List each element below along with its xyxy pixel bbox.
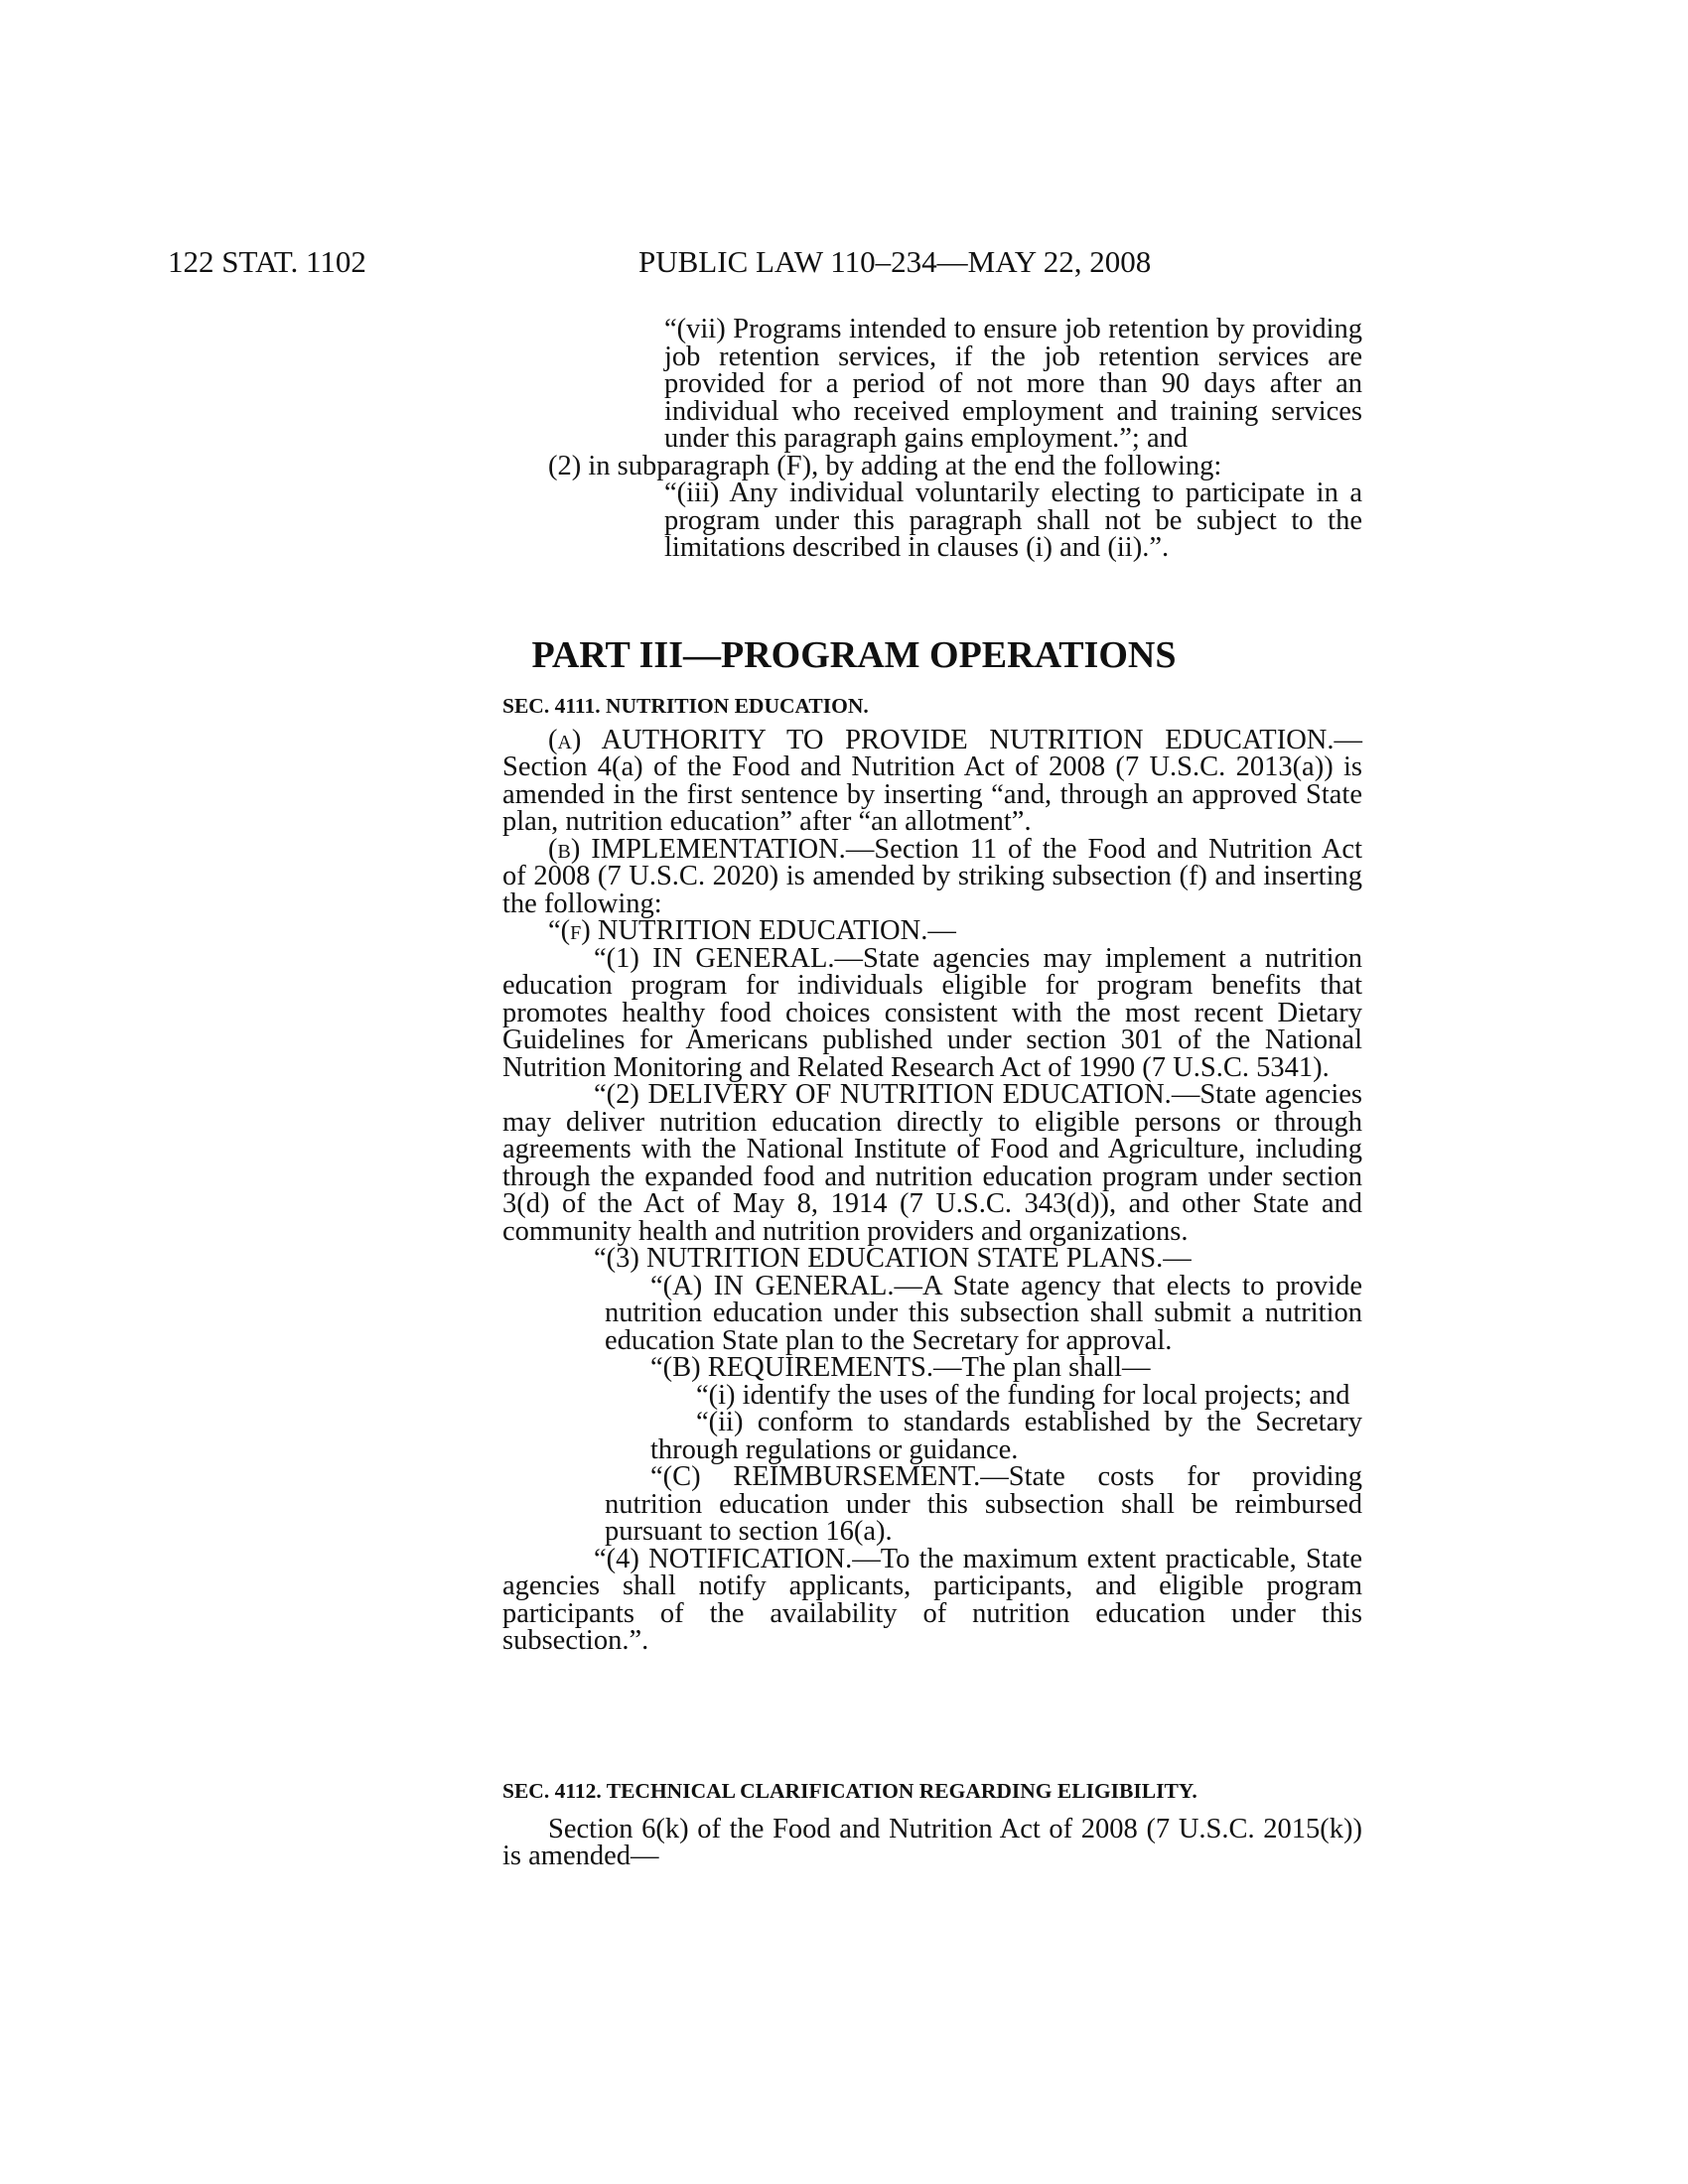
continued-amendments [502, 316, 1362, 562]
subsection-b: (b) IMPLEMENTATION.—Section 11 of the Food and Nutrition Act of 2008 (7 U.S.C. 2020) is amended by striking subsection (f) and inserting the following: [502, 833, 1362, 919]
paragraph-1-in-general: “(1) IN GENERAL.—State agencies may implement a nutrition education program for individuals eligible for program benefits that promotes healthy food choices consistent with the most recent Dietary Guidelines for Americans published under section 301 of the National Nutrition Monitoring and Related Research Act of 1990 (7 U.S.C. 5341). [502, 942, 1362, 1083]
subsection-f-heading: “(f) NUTRITION EDUCATION.— [548, 915, 956, 946]
subparagraph-A: “(A) IN GENERAL.—A State agency that elects to provide nutrition education under this subsection shall submit a nutrition education State plan to the Secretary for approval. [605, 1270, 1362, 1356]
clause-B-ii: “(ii) conform to standards established by the Secretary through regulations or guidance. [650, 1407, 1362, 1465]
paragraph-2: (2) in subparagraph (F), by adding at the end the following: [548, 450, 1222, 481]
paragraph-4-notification: “(4) NOTIFICATION.—To the maximum extent practicable, State agencies shall notify applicants, participants, and eligible program participants of the availability of nutrition education under this subsection.”. [502, 1543, 1362, 1656]
running-header [0, 244, 1688, 290]
paragraph-3-heading: “(3) NUTRITION EDUCATION STATE PLANS.— [594, 1243, 1192, 1274]
part-heading: PART III—PROGRAM OPERATIONS [531, 634, 1177, 676]
public-law-title: PUBLIC LAW 110–234—MAY 22, 2008 [638, 244, 1152, 279]
clause-B-i: “(i) identify the uses of the funding for local projects; and [696, 1379, 1350, 1411]
section-4111 [502, 693, 1362, 1655]
section-4112-heading: SEC. 4112. TECHNICAL CLARIFICATION REGARDING ELIGIBILITY. [502, 1779, 1197, 1803]
paragraph-2-delivery: “(2) DELIVERY OF NUTRITION EDUCATION.—State agencies may deliver nutrition education directly to eligible persons or through agreements with the National Institute of Food and Agriculture, including through the expanded food and nutrition education program under section 3(d) of the Act of May 8, 1914 (7 U.S.C. 343(d)), and other State and community health and nutrition providers and organizations. [502, 1079, 1362, 1247]
section-4111-heading: SEC. 4111. NUTRITION EDUCATION. [502, 694, 869, 718]
subparagraph-B: “(B) REQUIREMENTS.—The plan shall— [650, 1352, 1151, 1383]
clause-iii: “(iii) Any individual voluntarily electing to participate in a program under this paragraph shall not be subject to the limitations described in clauses (i) and (ii).”. [664, 478, 1362, 563]
section-4112 [502, 1778, 1362, 1870]
stat-page-citation: 122 STAT. 1102 [168, 244, 366, 279]
clause-vii: “(vii) Programs intended to ensure job retention by providing job retention services, if the job retention services are provided for a period of not more than 90 days after an individual who received employment and training services under this paragraph gains employment.”; and [664, 314, 1362, 454]
section-4112-text: Section 6(k) of the Food and Nutrition Act of 2008 (7 U.S.C. 2015(k)) is amended— [502, 1813, 1362, 1871]
subparagraph-C: “(C) REIMBURSEMENT.—State costs for providing nutrition education under this subsection shall be reimbursed pursuant to section 16(a). [605, 1461, 1362, 1547]
subsection-a: (a) AUTHORITY TO PROVIDE NUTRITION EDUCATION.—Section 4(a) of the Food and Nutrition Act of 2008 (7 U.S.C. 2013(a)) is amended in the first sentence by inserting “and, through an approved State plan, nutrition education” after “an allotment”. [502, 724, 1362, 837]
